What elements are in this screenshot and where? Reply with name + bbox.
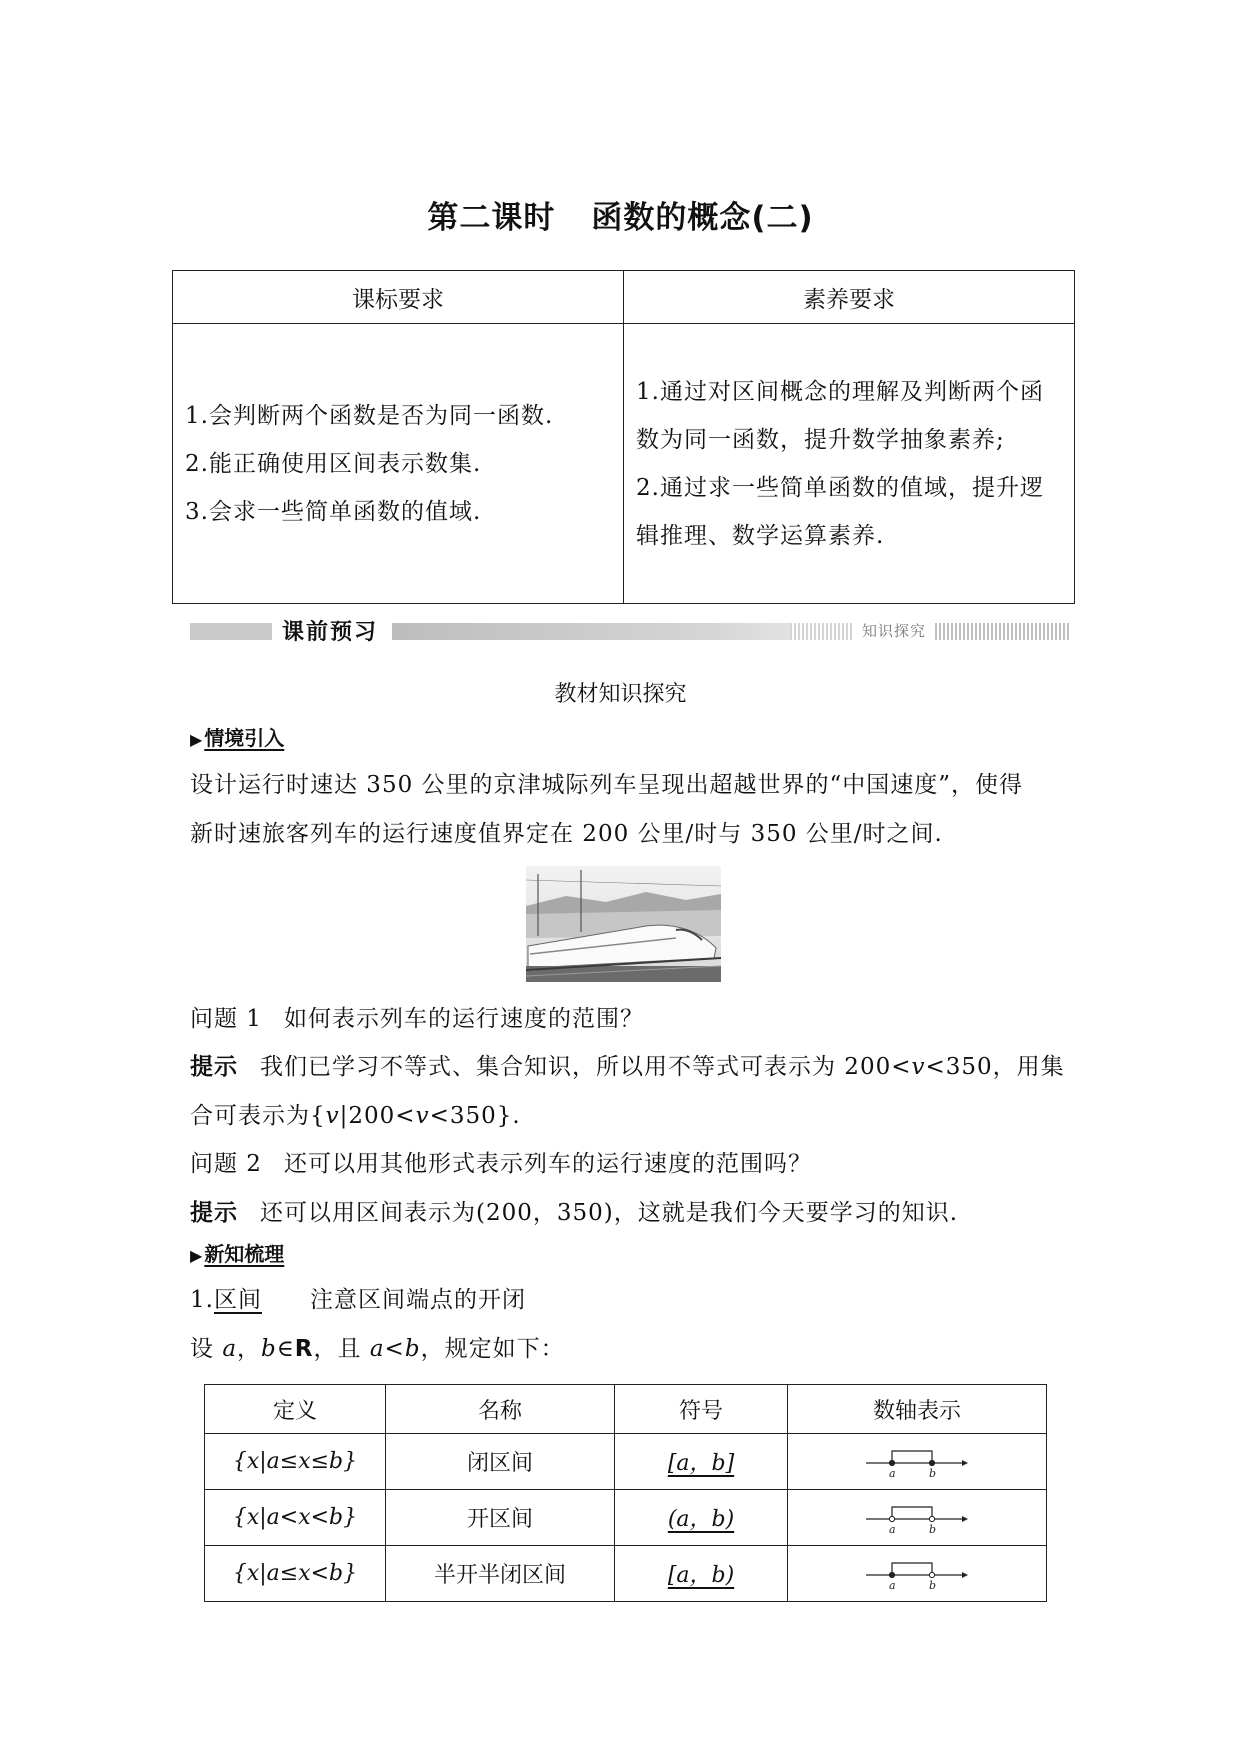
requirement-line: 2.通过求一些简单函数的值域，提升逻 [636, 474, 1044, 501]
axis-arrow-icon [962, 1516, 968, 1522]
requirement-line: 数为同一函数，提升数学抽象素养; [636, 426, 1005, 453]
closed-endpoint-b [929, 1460, 934, 1465]
banner-label: 课前预习 [282, 620, 379, 645]
definition-cell: {x|a≤x≤b} [205, 1434, 386, 1490]
requirements-table [172, 270, 1075, 604]
axis-arrow-icon [962, 1460, 968, 1466]
requirement-line: 3.会求一些简单函数的值域. [185, 498, 482, 525]
banner-bar-stripes [790, 623, 852, 640]
open-endpoint-a [889, 1516, 894, 1521]
requirement-line: 1.会判断两个函数是否为同一函数. [185, 402, 554, 429]
section-banner [190, 618, 1070, 644]
endpoint-label-b: b [929, 1522, 937, 1535]
header-curriculum: 课标要求 [173, 271, 624, 324]
col-header-symbol: 符号 [615, 1385, 788, 1434]
endpoint-label-b: b [929, 1466, 937, 1479]
banner-bar-middle [392, 623, 852, 640]
new-knowledge-heading: ▶ 新知梳理 [190, 1242, 285, 1266]
banner-bar-left [190, 623, 272, 640]
table-row [205, 1546, 1047, 1602]
interval-intro: 1.区间 注意区间端点的开闭 [190, 1287, 526, 1313]
interval-term: 区间 [213, 1287, 262, 1313]
name-cell: 半开半闭区间 [386, 1546, 615, 1602]
endpoint-label-b: b [929, 1578, 937, 1591]
train-photo [526, 866, 721, 982]
number-line-cell [788, 1546, 1047, 1602]
banner-tag: 知识探究 [862, 622, 927, 640]
col-header-number-line: 数轴表示 [788, 1385, 1047, 1434]
open-endpoint-b [929, 1572, 934, 1577]
intro-line: 设计运行时速达 350 公里的京津城际列车呈现出超越世界的“中国速度”，使得 [190, 772, 1024, 798]
number-line-cell [788, 1434, 1047, 1490]
requirement-line: 2.能正确使用区间表示数集. [185, 450, 482, 477]
number-line-diagram [862, 1551, 972, 1591]
interval-bracket [892, 1563, 932, 1575]
endpoint-label-a: a [889, 1578, 896, 1591]
number-line-diagram [862, 1439, 972, 1479]
interval-table [204, 1384, 1047, 1602]
intro-heading: ▶ 情境引入 [190, 726, 285, 750]
title-part2: 函数的概念(二) [591, 200, 814, 236]
definition-cell: {x|a<x<b} [205, 1490, 386, 1546]
name-cell: 闭区间 [386, 1434, 615, 1490]
page-title [0, 192, 1241, 237]
symbol-cell: (a，b) [615, 1490, 788, 1546]
header-literacy: 素养要求 [624, 271, 1075, 324]
title-part1: 第二课时 [427, 200, 556, 236]
requirement-line: 辑推理、数学运算素养. [636, 522, 885, 549]
endpoint-label-a: a [889, 1522, 896, 1535]
banner-bar-right [935, 623, 1070, 640]
closed-endpoint-a [889, 1572, 894, 1577]
symbol-cell: [a，b) [615, 1546, 788, 1602]
table-row [205, 1490, 1047, 1546]
symbol-cell: [a，b] [615, 1434, 788, 1490]
hint-2: 提示 还可以用区间表示为(200，350)，这就是我们今天要学习的知识. [190, 1200, 959, 1226]
hint-1-line-2: 合可表示为{v|200<v<350}. [190, 1103, 521, 1129]
interval-bracket [892, 1507, 932, 1519]
hint-1-line-1: 提示 我们已学习不等式、集合知识，所以用不等式可表示为 200<v<350，用集 [190, 1054, 1065, 1080]
axis-arrow-icon [962, 1572, 968, 1578]
setup-line: 设 a，b∈R，且 a<b，规定如下： [190, 1336, 565, 1362]
col-header-definition: 定义 [205, 1385, 386, 1434]
endpoint-label-a: a [889, 1466, 896, 1479]
curriculum-requirements [173, 324, 624, 604]
name-cell: 开区间 [386, 1490, 615, 1546]
question-2: 问题 2 还可以用其他形式表示列车的运行速度的范围吗？ [190, 1151, 812, 1177]
question-1: 问题 1 如何表示列车的运行速度的范围？ [190, 1006, 644, 1032]
col-header-name: 名称 [386, 1385, 615, 1434]
triangle-icon: ▶ [190, 730, 203, 749]
intro-line: 新时速旅客列车的运行速度值界定在 200 公里/时与 350 公里/时之间. [190, 821, 943, 847]
closed-endpoint-a [889, 1460, 894, 1465]
interval-note: 注意区间端点的开闭 [309, 1287, 526, 1313]
interval-bracket [892, 1451, 932, 1463]
triangle-icon: ▶ [190, 1246, 203, 1265]
table-row [205, 1434, 1047, 1490]
number-line-cell [788, 1490, 1047, 1546]
definition-cell: {x|a≤x<b} [205, 1546, 386, 1602]
number-line-diagram [862, 1495, 972, 1535]
open-endpoint-b [929, 1516, 934, 1521]
requirement-line: 1.通过对区间概念的理解及判断两个函 [636, 378, 1044, 405]
literacy-requirements [624, 324, 1075, 604]
section-title: 教材知识探究 [554, 682, 687, 707]
